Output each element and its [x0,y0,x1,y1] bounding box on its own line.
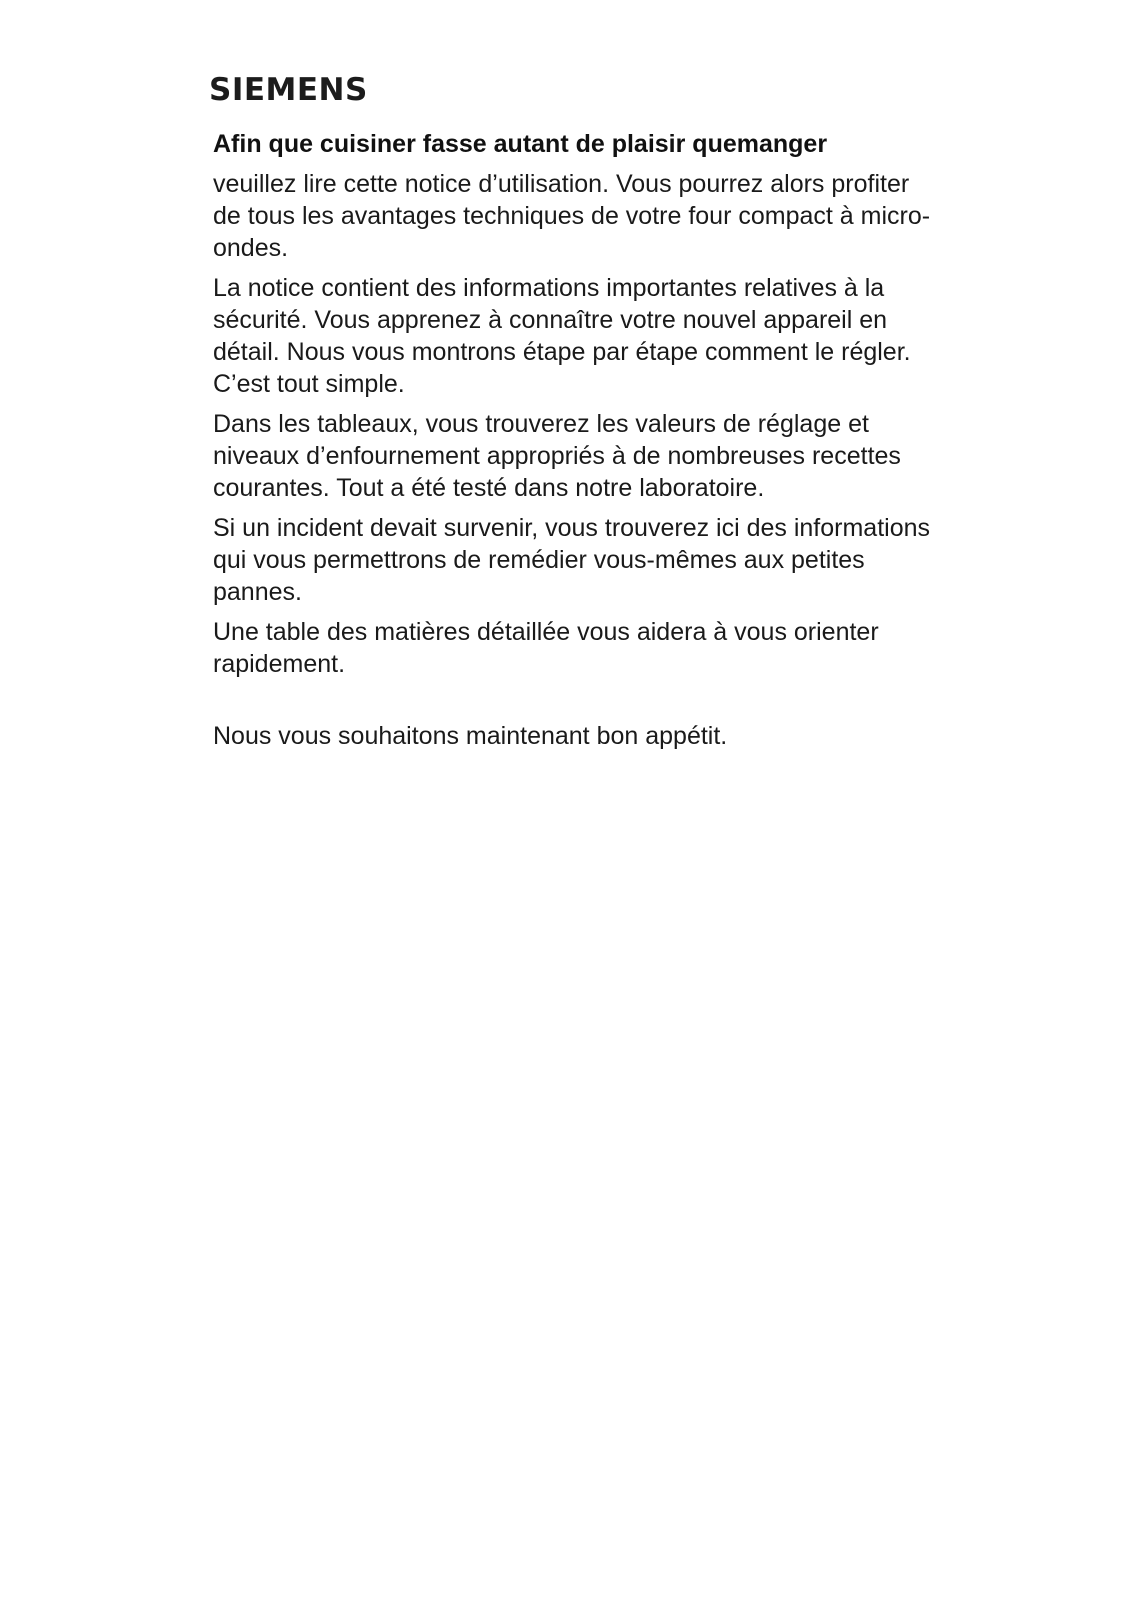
intro-paragraph-5: Une table des matières détaillée vous aidera à vous orienter rapidement. [213,618,879,678]
intro-paragraph-1: veuillez lire cette notice d’utilisation. Vous pourrez alors profiter de tous les avantages techniques de votre four compact à micro-ondes. [213,170,931,262]
intro-paragraph-2: La notice contient des informations importantes relatives à la sécurité. Vous apprenez à connaître votre nouvel appareil en détail. Nous vous montrons étape par étape comment le régler. C’est tout simple. [213,274,911,398]
intro-heading: Afin que cuisiner fasse autant de plaisir quemanger [213,130,828,158]
closing-line: Nous vous souhaitons maintenant bon appétit. [213,722,728,750]
intro-section [213,128,933,752]
intro-paragraph-4: Si un incident devait survenir, vous trouverez ici des informations qui vous permettrons de remédier vous-mêmes aux petites pannes. [213,514,931,606]
intro-paragraph-3: Dans les tableaux, vous trouverez les valeurs de réglage et niveaux d’enfournement appropriés à de nombreuses recettes courantes. Tout a été testé dans notre laboratoire. [213,410,901,502]
siemens-logo: SIEMENS [209,72,368,108]
